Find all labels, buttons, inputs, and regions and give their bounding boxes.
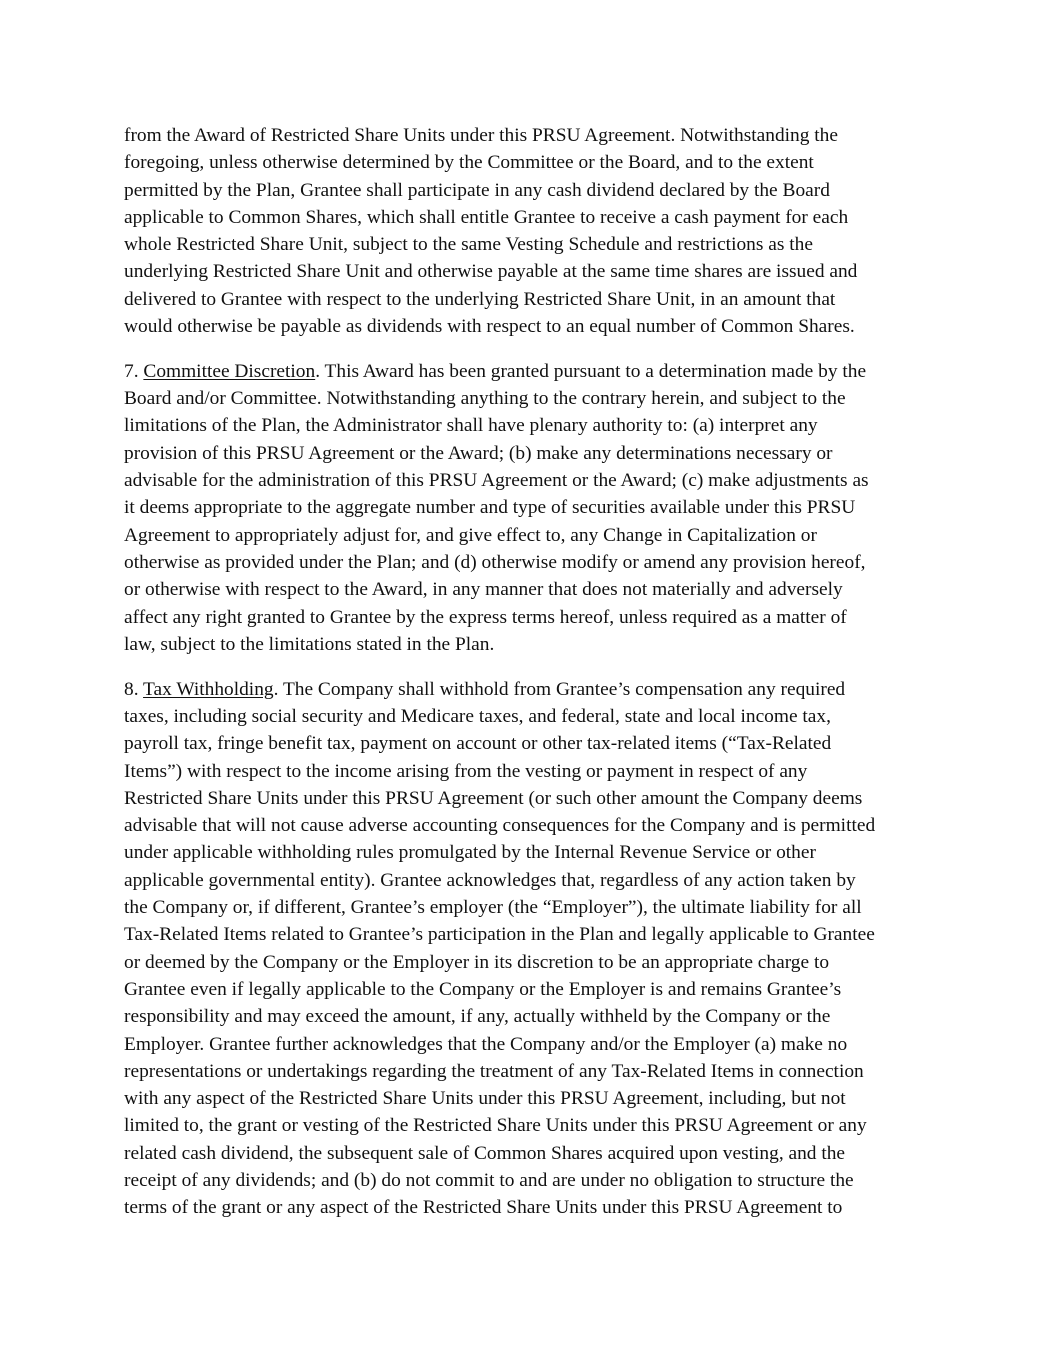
text-line: advisable that will not cause adverse accounting consequences for the Company and is permitted: [124, 815, 876, 837]
section-7-heading: Committee Discretion: [143, 360, 316, 382]
text-line: Board and/or Committee. Notwithstanding anything to the contrary herein, and subject to the: [124, 388, 846, 410]
text-line: Tax-Related Items related to Grantee’s participation in the Plan and legally applicable to Grantee: [124, 924, 875, 946]
text-line: Items”) with respect to the income arising from the vesting or payment in respect of any: [124, 760, 808, 782]
text-line: applicable governmental entity). Grantee acknowledges that, regardless of any action taken by: [124, 869, 856, 891]
text-line: terms of the grant or any aspect of the Restricted Share Units under this PRSU Agreement to: [124, 1197, 843, 1219]
section-8-tax-withholding: [124, 676, 939, 1222]
text-line: underlying Restricted Share Unit and otherwise payable at the same time shares are issued and: [124, 261, 858, 283]
text-line: taxes, including social security and Medicare taxes, and federal, state and local income tax,: [124, 705, 831, 727]
text-line: advisable for the administration of this PRSU Agreement or the Award; (c) make adjustments as: [124, 470, 869, 492]
text-line: provision of this PRSU Agreement or the Award; (b) make any determinations necessary or: [124, 442, 833, 464]
paragraph-dividend-continuation: [124, 122, 939, 340]
section-7-first-line: [124, 358, 939, 385]
text-line: under applicable withholding rules promulgated by the Internal Revenue Service or other: [124, 842, 816, 864]
text-line: receipt of any dividends; and (b) do not commit to and are under no obligation to structure the: [124, 1169, 854, 1191]
section-7-first-line-text: . This Award has been granted pursuant to a determination made by the: [315, 360, 867, 382]
text-line: otherwise as provided under the Plan; and (d) otherwise modify or amend any provision hereof,: [124, 551, 866, 573]
document-body: [124, 122, 939, 1239]
text-line: it deems appropriate to the aggregate number and type of securities available under this PRSU: [124, 497, 856, 519]
text-line: Agreement to appropriately adjust for, and give effect to, any Change in Capitalization or: [124, 524, 817, 546]
text-line: or otherwise with respect to the Award, in any manner that does not materially and adversely: [124, 579, 843, 601]
text-line: Restricted Share Units under this PRSU Agreement (or such other amount the Company deems: [124, 787, 863, 809]
section-7-committee-discretion: [124, 358, 939, 658]
text-line: would otherwise be payable as dividends with respect to an equal number of Common Shares.: [124, 316, 855, 338]
section-8-first-line-text: . The Company shall withhold from Grantee’s compensation any required: [273, 678, 846, 700]
section-8-first-line: [124, 676, 939, 703]
text-line: or deemed by the Company or the Employer in its discretion to be an appropriate charge to: [124, 951, 830, 973]
text-line: whole Restricted Share Unit, subject to the same Vesting Schedule and restrictions as the: [124, 234, 813, 256]
text-line: limited to, the grant or vesting of the Restricted Share Units under this PRSU Agreement or any: [124, 1115, 867, 1137]
text-line: applicable to Common Shares, which shall entitle Grantee to receive a cash payment for each: [124, 206, 849, 228]
text-line: law, subject to the limitations stated in the Plan.: [124, 633, 495, 655]
text-line: responsibility and may exceed the amount, if any, actually withheld by the Company or the: [124, 1006, 831, 1028]
section-8-heading: Tax Withholding: [143, 678, 274, 700]
text-line: foregoing, unless otherwise determined by the Committee or the Board, and to the extent: [124, 152, 814, 174]
text-line: permitted by the Plan, Grantee shall participate in any cash dividend declared by the Board: [124, 179, 830, 201]
text-line: with any aspect of the Restricted Share Units under this PRSU Agreement, including, but not: [124, 1088, 846, 1110]
text-line: payroll tax, fringe benefit tax, payment on account or other tax-related items (“Tax-Related: [124, 733, 832, 755]
text-line: limitations of the Plan, the Administrator shall have plenary authority to: (a) interpret any: [124, 415, 818, 437]
text-line: from the Award of Restricted Share Units under this PRSU Agreement. Notwithstanding the: [124, 125, 838, 146]
text-line: the Company or, if different, Grantee’s employer (the “Employer”), the ultimate liability for all: [124, 897, 862, 919]
text-line: affect any right granted to Grantee by the express terms hereof, unless required as a matter of: [124, 606, 847, 628]
text-line: delivered to Grantee with respect to the underlying Restricted Share Unit, in an amount that: [124, 288, 836, 310]
section-8-number: 8.: [124, 678, 144, 700]
text-line: Employer. Grantee further acknowledges that the Company and/or the Employer (a) make no: [124, 1033, 848, 1055]
text-line: representations or undertakings regarding the treatment of any Tax-Related Items in connection: [124, 1060, 864, 1082]
text-line: Grantee even if legally applicable to the Company or the Employer is and remains Grantee’s: [124, 978, 842, 1000]
text-line: related cash dividend, the subsequent sale of Common Shares acquired upon vesting, and the: [124, 1142, 846, 1164]
section-7-number: 7.: [124, 360, 144, 382]
